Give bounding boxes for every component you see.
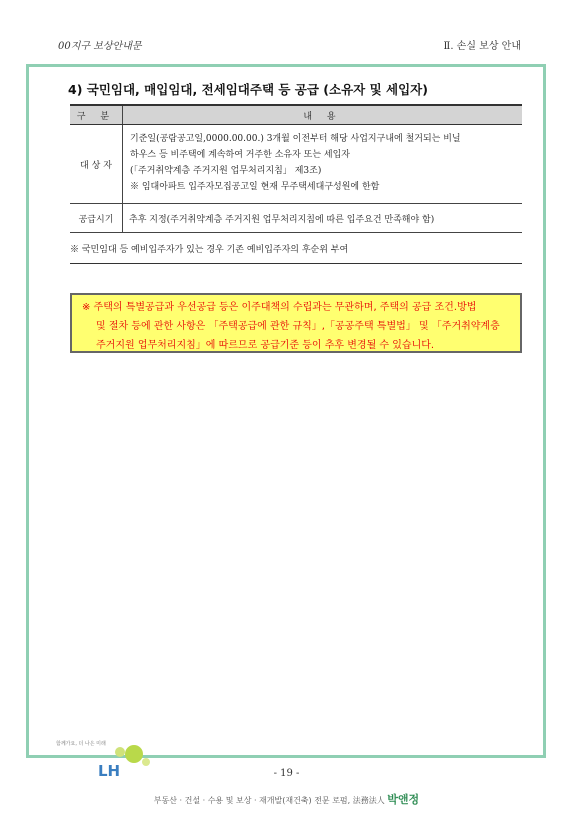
row-label-timing: 공급시기 <box>70 204 123 233</box>
table-footnote: ※ 국민임대 등 예비입주자가 있는 경우 기존 예비입주자의 후순위 부여 <box>70 233 522 264</box>
notice-line: 및 절차 등에 관한 사항은 「주택공급에 관한 규칙」,「공공주택 특별법」 및 「주거취약계층 <box>96 321 500 332</box>
header-content: 내 용 <box>123 105 523 125</box>
notice-box <box>70 293 522 353</box>
header-category: 구 분 <box>70 105 123 125</box>
section-title: 4) 국민임대, 매입임대, 전세임대주택 등 공급 (소유자 및 세입자) <box>68 82 428 97</box>
footer-law-firm <box>0 791 573 807</box>
target-line: 기준일(공람공고일,0000.00.00.) 3개월 이전부터 해당 사업지구내에 철거되는 비닐 <box>130 134 461 144</box>
table-header-row <box>70 105 522 125</box>
header-doc-title: 00지구 보상안내문 <box>58 41 142 52</box>
header-chapter-title: Ⅱ. 손실 보상 안내 <box>443 41 521 52</box>
page-number: - 19 - <box>273 768 300 779</box>
lh-slogan: 함께가요, 더 나은 미래 <box>56 741 106 747</box>
row-label-target: 대 상 자 <box>70 125 123 204</box>
target-line: ※ 임대아파트 입주자모집공고일 현재 무주택세대구성원에 한함 <box>130 182 380 192</box>
target-line: 하우스 등 비주택에 계속하여 거주한 소유자 또는 세입자 <box>130 150 350 160</box>
footer-firm-name: 박앤정 <box>387 793 420 806</box>
notice-line: ※ 주택의 특별공급과 우선공급 등은 이주대책의 수립과는 무관하며, 주택의 공급 조건․방법 <box>82 302 477 313</box>
table-row <box>70 125 522 204</box>
target-line: (「주거취약계층 주거지원 업무처리지침」 제3조) <box>130 166 322 176</box>
supply-table <box>70 104 522 264</box>
row-content-target <box>123 125 523 204</box>
row-content-timing: 추후 지정(주거취약계층 주거지원 업무처리지침에 따른 입주요건 만족해야 함) <box>123 204 523 233</box>
table-row <box>70 204 522 233</box>
notice-line: 주거지원 업무처리지침」에 따르므로 공급기준 등이 추후 변경될 수 있습니다. <box>96 340 435 351</box>
footer-text: 부동산 · 건설 · 수용 및 보상 · 재개발(재건축) 전문 로펌, 法務法人 <box>153 796 385 805</box>
table-footnote-row <box>70 233 522 264</box>
lh-logo-text: LH <box>98 762 121 780</box>
